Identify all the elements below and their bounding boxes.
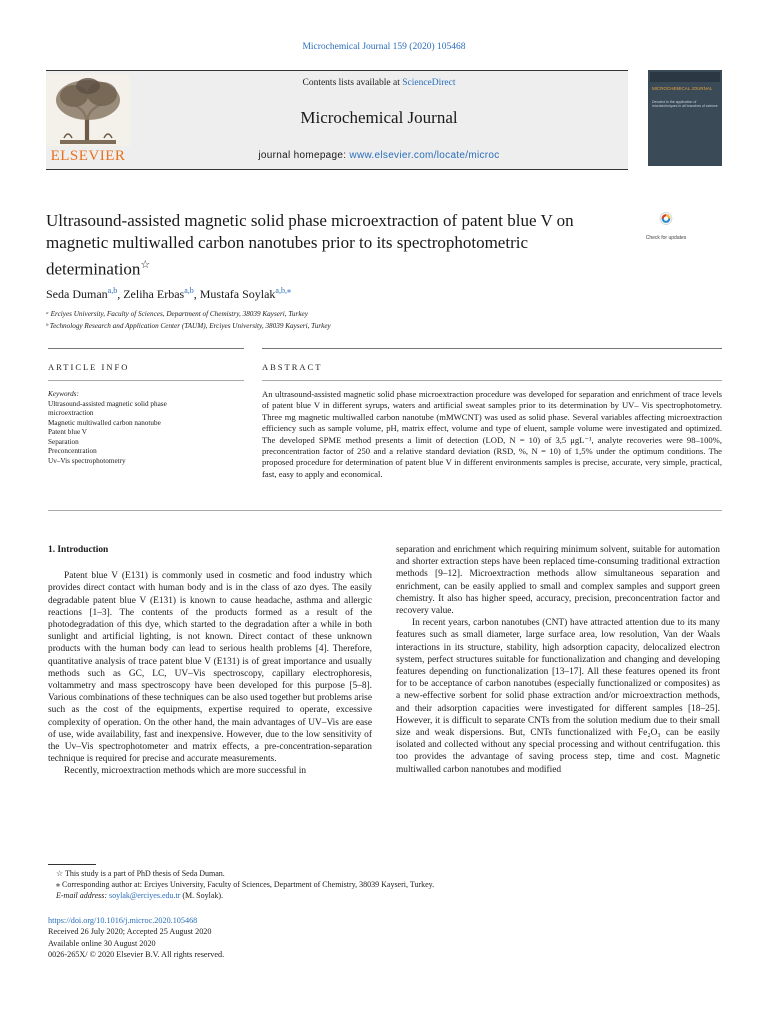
keywords-label: Keywords: xyxy=(48,390,79,398)
keyword: Uv–Vis spectrophotometry xyxy=(48,456,126,465)
keyword: microextraction xyxy=(48,409,94,417)
body-paragraph: Patent blue V (E131) is commonly used in cosmetic and food industry which provides direct contact with human body and is in the class of azo dyes. The easily degradable patent blue V (E131) is known to cause headache, asthma and allergic reactions [1–3]. The contents of the products formed as a result of the photodegradation of this dye, which started to the degradation after a while in both sunlight and artificial lighting, is not known. Direct contact of these unknown products with the human body can lead to serious health problems [4]. Therefore, quantitative analysis of trace patent blue V (E131) is of great importance and usually methods such as GC, LC, UV–Vis spectroscopy, capillary electrophoresis, voltammetry and mass spectroscopy have been developed for this purpose [5–8]. Various combinations of these techniques can be also used together but problems arise such as the cost of the equipments, expertise required to operate, excessive complexity of operation. On the other hand, the main advantages of UV–Vis are ease of use, wide availability, fast and inexpensive. However, due to the low sensitivity of the Uv–Vis spectrophotometer and matrix effects, a pre-concentration-separation technique is required for precise and accurate measurements. xyxy=(48,571,372,765)
sciencedirect-link[interactable]: ScienceDirect xyxy=(402,78,456,88)
journal-title: Microchemical Journal xyxy=(300,108,458,127)
cover-title: MICROCHEMICAL JOURNAL xyxy=(652,86,713,91)
author-affiliation-mark[interactable]: a,b,⁎ xyxy=(275,286,291,295)
footnote-email: E-mail address: soylak@erciyes.edu.tr (M. Soylak). xyxy=(56,891,224,901)
divider xyxy=(48,510,722,511)
cover-band xyxy=(650,72,720,82)
affiliation-b: ᵇ Technology Research and Application Center (TAUM), Erciyes University, 38039 Kayseri, Turkey xyxy=(46,322,331,330)
check-for-updates-label[interactable]: Check for updates xyxy=(645,235,687,241)
abstract-text: An ultrasound-assisted magnetic solid phase microextraction procedure was developed for separation and enrichment of trace levels of patent blue V in different syrups, waters and artificial sweat samples prior to its determination by UV– Vis spectrophotometry. Three mg magnetic multiwalled carbon nanotube (mMWCNT) was used as solid phase. Several variables affecting microextraction efficiency such as sample volume, pH, matrix effect, volume and type of eluent, sample volume were investigated and optimized. The developed SPME method presents a limit of detection (LOD, N = 10) of 3,5 μgL⁻¹, analyte recoveries were 98–100%, preconcentration factor of 250 and a relative standard deviation (RSD, %, N = 10) of 1,5% under the optimum conditions. The proposed procedure for determination of patent blue V in different environments samples is precise, accurate, very simple, practical, fast, easy to apply and economical. xyxy=(262,389,722,479)
author-name[interactable]: Seda Duman xyxy=(46,287,108,301)
keyword: Separation xyxy=(48,437,79,446)
footnote-divider xyxy=(48,864,96,865)
cover-subtitle: Devoted to the application of microtechniques in all branches of science xyxy=(652,100,718,108)
keyword: Preconcentration xyxy=(48,447,97,455)
keyword: Magnetic multiwalled carbon nanotube xyxy=(48,418,161,427)
body-paragraph: separation and enrichment which requiring minimum solvent, suitable for automation and shorter extraction steps have been replaced time-consuming traditional extraction methods [9–12]. Microextraction methods allow simultaneous separation and enrichment, can be easily applied to small and complex samples and support green chemistry. It also has higher speed, accuracy, precision, preconcentration factor and recovery value. xyxy=(396,545,720,617)
section-heading-introduction: 1. Introduction xyxy=(48,545,109,555)
body-column-right xyxy=(396,544,720,776)
email-link[interactable]: soylak@erciyes.edu.tr xyxy=(109,891,181,901)
elsevier-wordmark: ELSEVIER xyxy=(50,148,126,164)
contents-available-line: Contents lists available at ScienceDirect xyxy=(302,78,456,88)
body-paragraph: Recently, microextraction methods which are more successful in xyxy=(64,766,307,777)
divider xyxy=(262,380,722,381)
body-paragraph: In recent years, carbon nanotubes (CNT) have attracted attention due to its many features such as small diameter, large surface area, low resolution, Van der Waals interactions in its structure, stability, high adsorption capacity, delocalized electron system, perfect structures suitable for functionalization and changing and developing features depending on functionalization [13–17]. All these features opened its front for to be acceptance of carbon nanotubes (especially functionalized or composites) as a new-effective sorbent for solid phase extraction and/or microextraction methods, and their adsorption capacities were investigated for different samples [18–25]. However, it is difficult to separate CNTs from the solution medium due to their small size and weak dispersions. But, CNTs functionalized with Fe₂O₃ can be easily isolated and collected without any special processing and without centrifugation. this too provides the advantage of saving process step, time and cost. Magnetic multiwalled carbon nanotubes and modified xyxy=(396,618,720,775)
doi-link[interactable]: https://doi.org/10.1016/j.microc.2020.105468 xyxy=(48,916,198,925)
divider xyxy=(48,380,244,381)
author-affiliation-mark[interactable]: a,b xyxy=(184,286,194,295)
article-info-heading: ARTICLE INFO xyxy=(48,362,130,372)
divider xyxy=(48,348,244,349)
journal-homepage-line: journal homepage: www.elsevier.com/locate/microc xyxy=(258,150,500,161)
journal-homepage-link[interactable]: www.elsevier.com/locate/microc xyxy=(349,150,500,161)
received-accepted-dates: Received 26 July 2020; Accepted 25 August 2020 xyxy=(48,927,212,937)
abstract-heading: ABSTRACT xyxy=(262,362,323,372)
footnotes xyxy=(48,868,608,902)
copyright-notice: 0026-265X/ © 2020 Elsevier B.V. All rights reserved. xyxy=(48,950,225,960)
affiliation-a: ᵃ Erciyes University, Faculty of Sciences, Department of Chemistry, 38039 Kayseri, Turkey xyxy=(46,310,308,318)
author-list: Seda Duman$^{a,b}$, Zeliha Erbas$^{a,b}$, Mustafa Soylak$^{a,b,⁎}$ xyxy=(46,286,291,301)
journal-reference[interactable]: Microchemical Journal 159 (2020) 105468 xyxy=(302,42,466,52)
journal-cover-thumbnail[interactable] xyxy=(648,70,722,166)
footnote-corresponding-author: ⁎ Corresponding author at: Erciyes University, Faculty of Sciences, Department of Chemistry, 38039 Kayseri, Turkey. xyxy=(56,880,435,890)
keywords-list xyxy=(48,390,244,466)
publication-info xyxy=(48,915,608,961)
author-name[interactable]: Zeliha Erbas xyxy=(123,287,185,301)
keyword: Patent blue V xyxy=(48,428,87,436)
article-title: Ultrasound-assisted magnetic solid phase microextraction of patent blue V on magnetic multiwalled carbon nanotubes prior to its spectrophotometric determination☆ xyxy=(46,211,574,279)
check-for-updates-icon[interactable] xyxy=(646,212,686,236)
keyword: Ultrasound-assisted magnetic solid phase xyxy=(48,399,167,408)
author-affiliation-mark[interactable]: a,b xyxy=(107,286,118,295)
divider xyxy=(262,348,722,349)
title-footnote-mark[interactable]: ☆ xyxy=(140,259,151,271)
author-name[interactable]: Mustafa Soylak xyxy=(199,287,276,301)
available-online-date: Available online 30 August 2020 xyxy=(48,938,156,948)
footnote-thesis: ☆ This study is a part of PhD thesis of Seda Duman. xyxy=(56,869,225,878)
body-column-left xyxy=(48,544,372,778)
